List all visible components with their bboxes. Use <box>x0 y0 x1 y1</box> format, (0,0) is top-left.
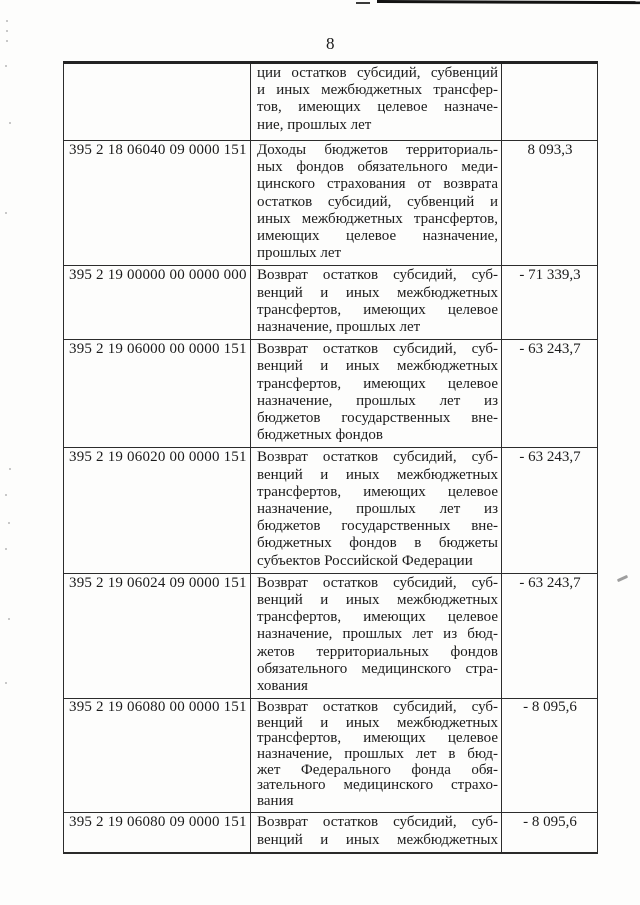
budget-table <box>63 61 598 854</box>
description-line: остатков субсидий, субвенций и <box>257 193 498 210</box>
description-line: Возврат остатков субсидий, суб- <box>257 814 498 831</box>
description-line: зательного медицинского страхо- <box>257 777 498 794</box>
description-line: назначение, прошлых лет из <box>257 501 498 518</box>
description-line: венций и иных межбюджетных <box>257 831 498 848</box>
scan-noise-dot <box>6 20 8 22</box>
description-line: трансфертов, имеющих целевое <box>257 609 498 626</box>
description-line: назначение, прошлых лет из бюд- <box>257 626 498 643</box>
description-line: венций и иных межбюджетных <box>257 592 498 609</box>
code-cell: 395 2 19 00000 00 0000 000 <box>69 267 247 284</box>
description-cell <box>250 266 502 339</box>
code-cell: 395 2 19 06080 00 0000 151 <box>69 699 247 716</box>
description-line: цинского страхования от возврата <box>257 176 498 193</box>
description-line: бюджетов государственных вне- <box>257 410 498 427</box>
scan-artifact-dash <box>356 2 370 4</box>
scan-noise-dot <box>6 40 8 42</box>
description-line: имеющих целевое назначение, <box>257 228 498 245</box>
description-line: Возврат остатков субсидий, суб- <box>257 449 498 466</box>
scan-noise-dot <box>8 522 10 524</box>
description-line: назначение, прошлых лет из <box>257 392 498 409</box>
scan-noise-dot <box>5 65 7 67</box>
description-line: назначение, прошлых лет <box>257 319 421 336</box>
description-line: венций и иных межбюджетных <box>257 358 498 375</box>
table-row <box>64 265 597 339</box>
description-line: жет Федерального фонда обя- <box>257 761 498 778</box>
description-line: тов, имеющих целевое назначе- <box>257 99 498 116</box>
description-line: субъектов Российской Федерации <box>257 552 473 569</box>
description-line: назначение, прошлых лет в бюд- <box>257 746 498 763</box>
description-line: трансфертов, имеющих целевое <box>257 375 498 392</box>
description-line: хования <box>257 678 308 695</box>
description-line: Возврат остатков субсидий, суб- <box>257 267 498 284</box>
scan-noise-dot <box>6 30 8 32</box>
scan-noise-dot <box>9 468 11 470</box>
scan-noise-dot <box>5 682 7 684</box>
amount-cell: - 63 243,7 <box>519 449 581 466</box>
amount-cell <box>502 64 597 140</box>
description-line: бюджетных фондов <box>257 427 383 444</box>
table-row <box>64 140 597 265</box>
table-row <box>64 573 597 698</box>
table-row <box>64 447 597 572</box>
description-cell <box>250 813 502 851</box>
scan-noise-dot <box>5 494 7 496</box>
table-row <box>64 698 597 812</box>
description-line: венций и иных межбюджетных <box>257 714 498 731</box>
description-line: трансфертов, имеющих целевое <box>257 730 498 747</box>
description-line: Доходы бюджетов территориаль- <box>257 142 498 158</box>
description-cell <box>250 141 502 265</box>
description-cell <box>250 340 502 447</box>
scan-noise-dot <box>9 122 11 124</box>
scan-artifact-line <box>377 0 640 4</box>
scan-noise-dot <box>5 212 7 214</box>
description-cell <box>250 699 502 812</box>
scan-artifact-mark <box>617 575 628 582</box>
code-cell <box>64 64 250 140</box>
amount-cell: - 8 095,6 <box>523 814 577 831</box>
amount-cell: - 71 339,3 <box>519 267 581 284</box>
amount-cell: - 8 095,6 <box>523 699 577 716</box>
amount-cell: - 63 243,7 <box>519 574 581 591</box>
description-line: бюджетных фондов в бюджеты <box>257 535 498 552</box>
amount-cell: - 63 243,7 <box>519 341 581 358</box>
amount-cell: 8 093,3 <box>527 142 573 158</box>
table-row <box>64 812 597 851</box>
description-line: прошлых лет <box>257 245 342 262</box>
description-line: Возврат остатков субсидий, суб- <box>257 574 498 591</box>
description-line: венций и иных межбюджетных <box>257 466 498 483</box>
description-line: обязательного медицинского стра- <box>257 660 498 677</box>
page-number: 8 <box>326 34 335 53</box>
description-line: и иных межбюджетных трансфер- <box>257 82 498 99</box>
table-row <box>64 64 597 140</box>
description-line: ных фондов обязательного меди- <box>257 159 498 176</box>
description-line: Возврат остатков субсидий, суб- <box>257 341 498 358</box>
description-line: венций и иных межбюджетных <box>257 284 498 301</box>
description-line: бюджетов государственных вне- <box>257 518 498 535</box>
code-cell: 395 2 18 06040 09 0000 151 <box>69 142 247 158</box>
description-cell <box>250 448 502 572</box>
description-line: иных межбюджетных трансфертов, <box>257 210 498 227</box>
table-row <box>64 339 597 447</box>
code-cell: 395 2 19 06000 00 0000 151 <box>69 341 247 358</box>
scan-noise-dot <box>5 548 7 550</box>
description-line: Возврат остатков субсидий, суб- <box>257 699 498 716</box>
description-line: трансфертов, имеющих целевое <box>257 301 498 318</box>
description-line: ции остатков субсидий, субвенций <box>257 65 498 81</box>
code-cell: 395 2 19 06020 00 0000 151 <box>69 449 247 466</box>
description-line: жетов территориальных фондов <box>257 643 498 660</box>
code-cell: 395 2 19 06080 09 0000 151 <box>69 814 247 831</box>
code-cell: 395 2 19 06024 09 0000 151 <box>69 574 247 591</box>
description-cell <box>250 574 502 698</box>
scan-noise-dot <box>8 618 10 620</box>
description-cell <box>250 64 502 140</box>
description-line: вания <box>257 792 294 809</box>
description-line: ние, прошлых лет <box>257 116 372 133</box>
description-line: трансфертов, имеющих целевое <box>257 483 498 500</box>
